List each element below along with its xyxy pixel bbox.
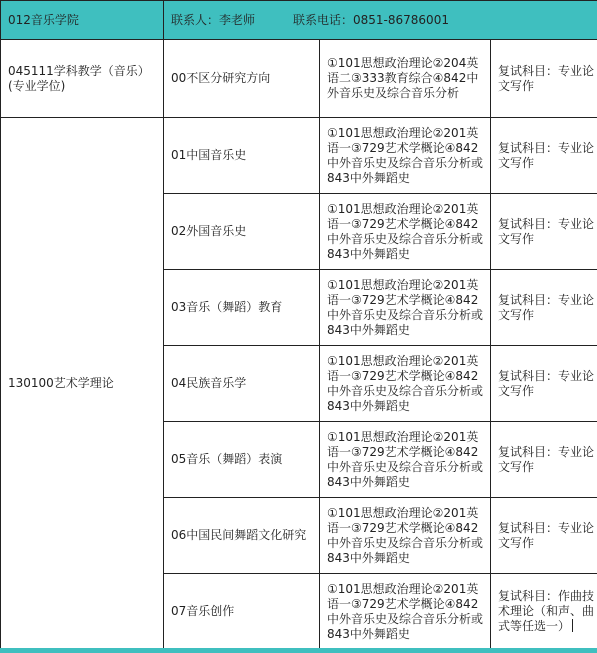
retest-cell: 复试科目：专业论文写作 <box>491 118 597 194</box>
retest-text: 复试科目：作曲技术理论（和声、曲式等任选一） <box>498 589 595 633</box>
bottom-divider <box>0 648 597 653</box>
contact-phone: 联系电话：0851-86786001 <box>293 12 449 27</box>
major-cell: 130100艺术学理论 <box>1 118 164 650</box>
text-cursor <box>572 619 573 632</box>
exam-subjects-cell: ①101思想政治理论②201英语一③729艺术学概论④842中外音乐史及综合音乐分析或843中外舞蹈史 <box>320 498 491 574</box>
direction-cell: 03音乐（舞蹈）教育 <box>164 270 320 346</box>
direction-cell: 00不区分研究方向 <box>164 40 320 118</box>
retest-cell: 复试科目：专业论文写作 <box>491 422 597 498</box>
retest-cell: 复试科目：专业论文写作 <box>491 498 597 574</box>
exam-subjects-cell: ①101思想政治理论②201英语一③729艺术学概论④842中外音乐史及综合音乐分析或843中外舞蹈史 <box>320 270 491 346</box>
table-row <box>1 118 597 194</box>
direction-cell: 07音乐创作 <box>164 574 320 650</box>
retest-cell[interactable] <box>491 574 597 650</box>
exam-subjects-cell: ①101思想政治理论②201英语一③729艺术学概论④842中外音乐史及综合音乐分析或843中外舞蹈史 <box>320 118 491 194</box>
exam-subjects-cell: ①101思想政治理论②204英语二③333教育综合④842中外音乐史及综合音乐分析 <box>320 40 491 118</box>
table-row <box>1 40 597 118</box>
retest-cell: 复试科目：专业论文写作 <box>491 270 597 346</box>
contact-person: 联系人：李老师 <box>171 12 256 27</box>
direction-cell: 04民族音乐学 <box>164 346 320 422</box>
direction-cell: 05音乐（舞蹈）表演 <box>164 422 320 498</box>
retest-cell: 复试科目：专业论文写作 <box>491 194 597 270</box>
retest-cell: 复试科目：专业论文写作 <box>491 40 597 118</box>
exam-subjects-cell: ①101思想政治理论②201英语一③729艺术学概论④842中外音乐史及综合音乐分析或843中外舞蹈史 <box>320 346 491 422</box>
direction-cell: 02外国音乐史 <box>164 194 320 270</box>
contact-info <box>164 1 597 40</box>
direction-cell: 06中国民间舞蹈文化研究 <box>164 498 320 574</box>
major-cell: 045111学科教学（音乐）(专业学位) <box>1 40 164 118</box>
retest-cell: 复试科目：专业论文写作 <box>491 346 597 422</box>
direction-cell: 01中国音乐史 <box>164 118 320 194</box>
table-header-row <box>1 1 597 40</box>
college-name: 012音乐学院 <box>1 1 164 40</box>
exam-subjects-cell: ①101思想政治理论②201英语一③729艺术学概论④842中外音乐史及综合音乐分析或843中外舞蹈史 <box>320 194 491 270</box>
exam-subjects-cell: ①101思想政治理论②201英语一③729艺术学概论④842中外音乐史及综合音乐分析或843中外舞蹈史 <box>320 422 491 498</box>
exam-subjects-cell: ①101思想政治理论②201英语一③729艺术学概论④842中外音乐史及综合音乐分析或843中外舞蹈史 <box>320 574 491 650</box>
